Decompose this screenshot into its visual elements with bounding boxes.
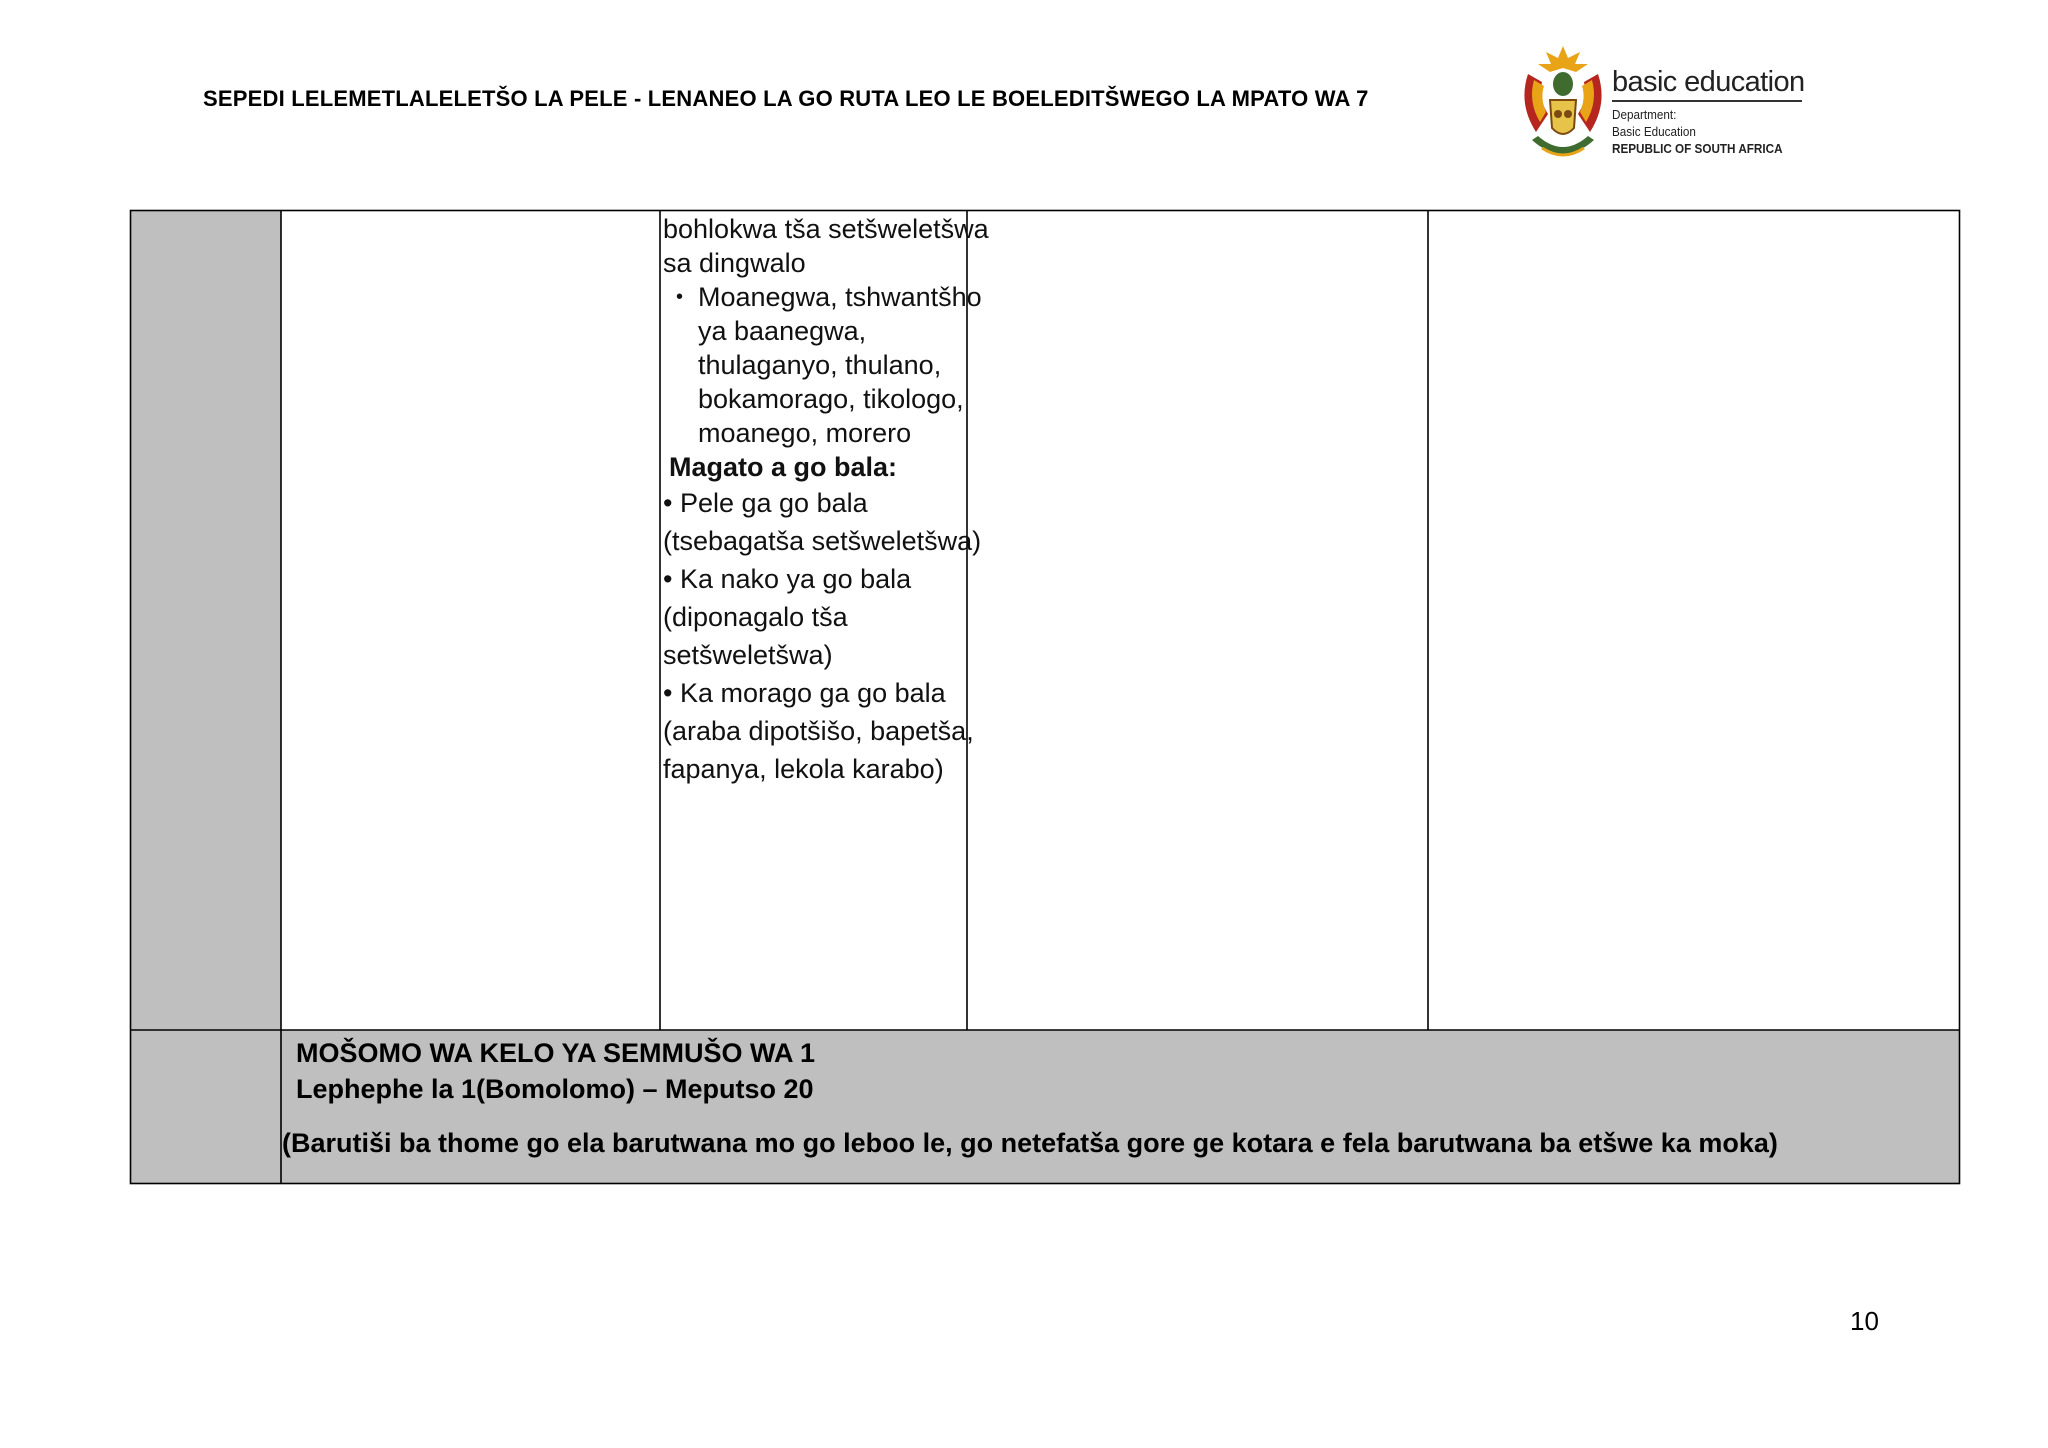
assessment-subtitle: Lephephe la 1(Bomolomo) – Meputso 20 (296, 1074, 814, 1104)
reading-step: (araba dipotšišo, bapetša, (663, 716, 974, 746)
content-line: bohlokwa tša setšweletšwa (663, 214, 989, 244)
content-cell (663, 212, 989, 788)
reading-step: • Ka morago ga go bala (663, 678, 946, 708)
reading-steps-heading: Magato a go bala: (669, 452, 898, 482)
reading-step: • Ka nako ya go bala (663, 564, 912, 594)
assessment-note: (Barutiši ba thome go ela barutwana mo go leboo le, go netefatša gore ge kotara e fela barutwana ba etšwe ka moka) (282, 1128, 1778, 1158)
page-number: 10 (1850, 1306, 1879, 1336)
reading-step: (diponagalo tša (663, 602, 848, 632)
coat-of-arms-icon (1518, 44, 1608, 168)
logo-department-text (1612, 106, 1783, 157)
assessment-title: MOŠOMO WA KELO YA SEMMUŠO WA 1 (296, 1038, 816, 1068)
logo-brand-text: basic education (1612, 66, 1805, 98)
reading-step: fapanya, lekola karabo) (663, 754, 944, 784)
bullet-continuation: ya baanegwa, (698, 316, 867, 346)
logo-line-1: Department: (1612, 107, 1677, 122)
dbe-logo (1518, 44, 1808, 168)
bullet-continuation: thulaganyo, thulano, (698, 350, 942, 380)
logo-rule (1612, 100, 1802, 102)
left-shaded-column (131, 211, 281, 1183)
bullet-continuation: bokamorago, tikologo, (698, 384, 964, 414)
content-line: sa dingwalo (663, 248, 806, 278)
reading-step: • Pele ga go bala (663, 488, 868, 518)
document-title: SEPEDI LELEMETLALELETŠO LA PELE - LENANEO LA GO RUTA LEO LE BOELEDITŠWEGO LA MPATO WA 7 (203, 86, 1369, 111)
reading-step: (tsebagatša setšweletšwa) (663, 526, 982, 556)
reading-step: setšweletšwa) (663, 640, 833, 670)
assessment-heading (296, 1035, 815, 1107)
logo-line-2: Basic Education (1612, 124, 1696, 139)
logo-line-3: REPUBLIC OF SOUTH AFRICA (1612, 141, 1783, 156)
bullet-continuation: moanego, morero (698, 418, 912, 448)
bullet-item: • Moanegwa, tshwantšho (663, 280, 963, 314)
